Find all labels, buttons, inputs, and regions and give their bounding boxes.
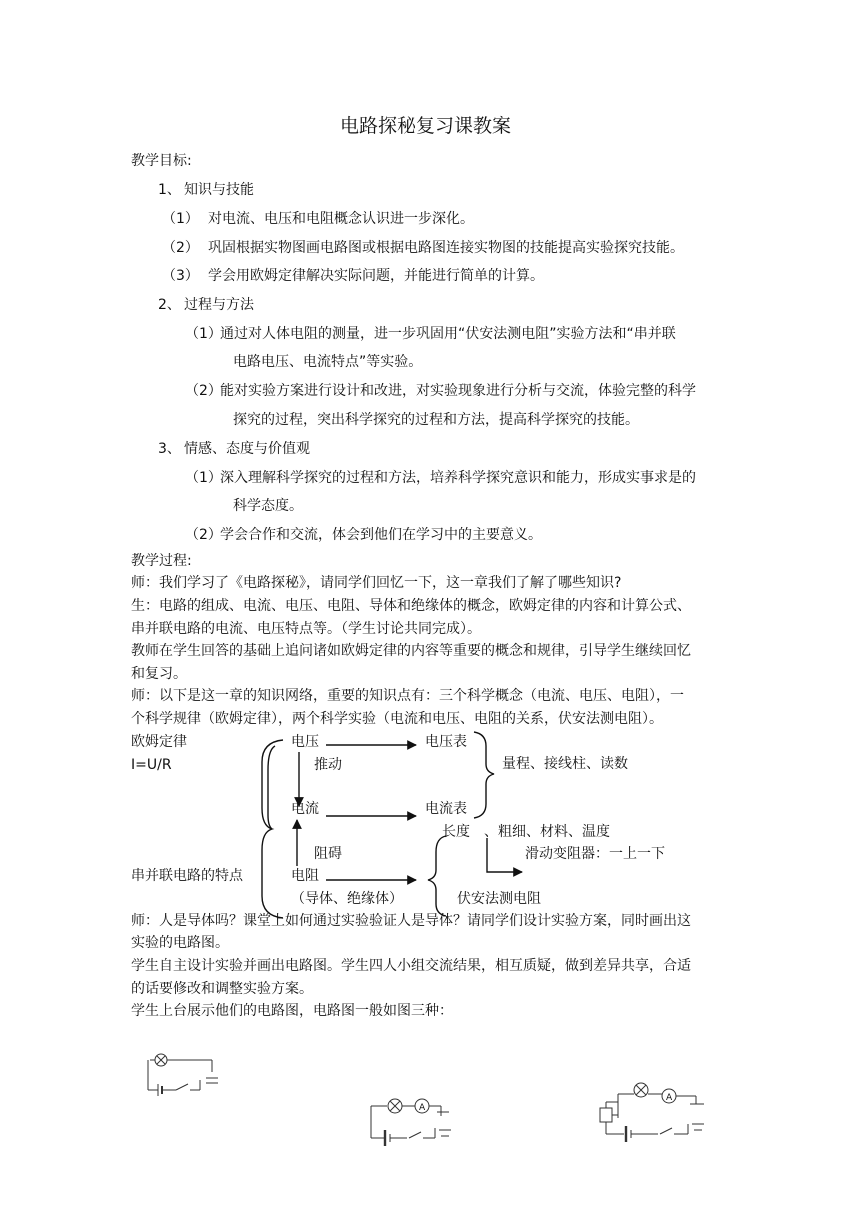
circuit-diagram-1: [140, 1050, 230, 1100]
goals-heading: 教学目标:: [131, 153, 192, 169]
item-text: 通过对人体电阻的测量，进一步巩固用“伏安法测电阻”实验方法和“串并联: [220, 326, 676, 342]
paragraph: 和复习。: [131, 666, 187, 682]
paragraph: 生：电路的组成、电流、电压、电阻、导体和绝缘体的概念，欧姆定律的内容和计算公式、: [131, 598, 691, 614]
item-text: 对电流、电压和电阻概念认识进一步深化。: [208, 211, 474, 227]
paragraph: 个科学规律（欧姆定律），两个科学实验（电流和电压、电阻的关系，伏安法测电阻）。: [131, 711, 663, 727]
item-text: 能对实验方案进行设计和改进，对实验现象进行分析与交流，体验完整的科学: [220, 383, 696, 399]
item-text: 巩固根据实物图画电路图或根据电路图连接实物图的技能提高实验探究技能。: [208, 240, 684, 256]
concept-current: 电流: [291, 801, 319, 817]
item-text: 深入理解科学探究的过程和方法，培养科学探究意识和能力，形成实事求是的: [220, 470, 696, 486]
voltammetry-label: 伏安法测电阻: [457, 891, 541, 907]
section-3-number: 3、: [158, 441, 181, 457]
paragraph: 师：以下是这一章的知识网络，重要的知识点有：三个科学概念（电流、电压、电阻），一: [131, 688, 684, 704]
length-label: 长度: [442, 824, 470, 840]
item-text-continued: 探究的过程，突出科学探究的过程和方法，提高科学探究的技能。: [233, 412, 639, 428]
conductor-label: （导体、绝缘体）: [291, 891, 403, 907]
item-text-continued: 电路电压、电流特点”等实验。: [233, 354, 423, 370]
ammeter-symbol: A: [419, 1103, 426, 1113]
paragraph: 的话要修改和调整实验方案。: [131, 981, 313, 997]
item-text: 学会用欧姆定律解决实际问题，并能进行简单的计算。: [208, 268, 544, 284]
voltmeter-label: 电压表: [425, 734, 467, 750]
item-number: （2）: [185, 383, 222, 399]
page-title: 电路探秘复习课教案: [340, 115, 512, 137]
ammeter-symbol: A: [666, 1093, 673, 1103]
item-number: （1）: [185, 470, 222, 486]
item-number: （2）: [185, 527, 222, 543]
push-label: 推动: [314, 757, 342, 773]
item-number: （2）: [162, 240, 199, 256]
concept-resistance: 电阻: [291, 868, 319, 884]
section-2-title: 过程与方法: [184, 297, 254, 313]
ohm-law-label: 欧姆定律: [131, 734, 187, 750]
rheostat-label: 滑动变阻器：一上一下: [525, 846, 665, 862]
circuit-diagram-3: [596, 1078, 716, 1148]
paragraph: 学生自主设计实验并画出电路图。学生四人小组交流结果，相互质疑，做到差异共享，合适: [131, 958, 691, 974]
item-number: （1）: [185, 326, 222, 342]
circuit-diagram-2: [365, 1092, 465, 1148]
section-2-number: 2、: [158, 297, 181, 313]
series-parallel-label: 串并联电路的特点: [131, 868, 243, 884]
paragraph: 串并联电路的电流、电压特点等。（学生讨论共同完成）。: [131, 621, 481, 637]
ammeter-label: 电流表: [425, 801, 467, 817]
paragraph: 师：我们学习了《电路探秘》，请同学们回忆一下，这一章我们了解了哪些知识?: [131, 575, 622, 591]
meter-notes: 量程、接线柱、读数: [502, 756, 628, 772]
item-text: 学会合作和交流，体会到他们在学习中的主要意义。: [220, 527, 542, 543]
hinder-label: 阻碍: [314, 846, 342, 862]
item-text-continued: 科学态度。: [233, 498, 303, 514]
resistance-factors: 、粗细、材料、温度: [484, 824, 610, 840]
item-number: （1）: [162, 211, 199, 227]
paragraph: 学生上台展示他们的电路图，电路图一般如图三种：: [131, 1003, 453, 1019]
ohm-formula: I=U/R: [131, 757, 172, 773]
paragraph: 教师在学生回答的基础上追问诸如欧姆定律的内容等重要的概念和规律，引导学生继续回忆: [131, 643, 691, 659]
process-heading: 教学过程:: [131, 553, 192, 569]
section-3-title: 情感、态度与价值观: [184, 441, 310, 457]
section-1-title: 知识与技能: [184, 182, 254, 198]
paragraph: 师：人是导体吗？课堂上如何通过实验验证人是导体？请同学们设计实验方案，同时画出这: [131, 913, 691, 929]
concept-voltage: 电压: [291, 734, 319, 750]
paragraph: 实验的电路图。: [131, 935, 229, 951]
section-1-number: 1、: [158, 182, 181, 198]
item-number: （3）: [162, 268, 199, 284]
